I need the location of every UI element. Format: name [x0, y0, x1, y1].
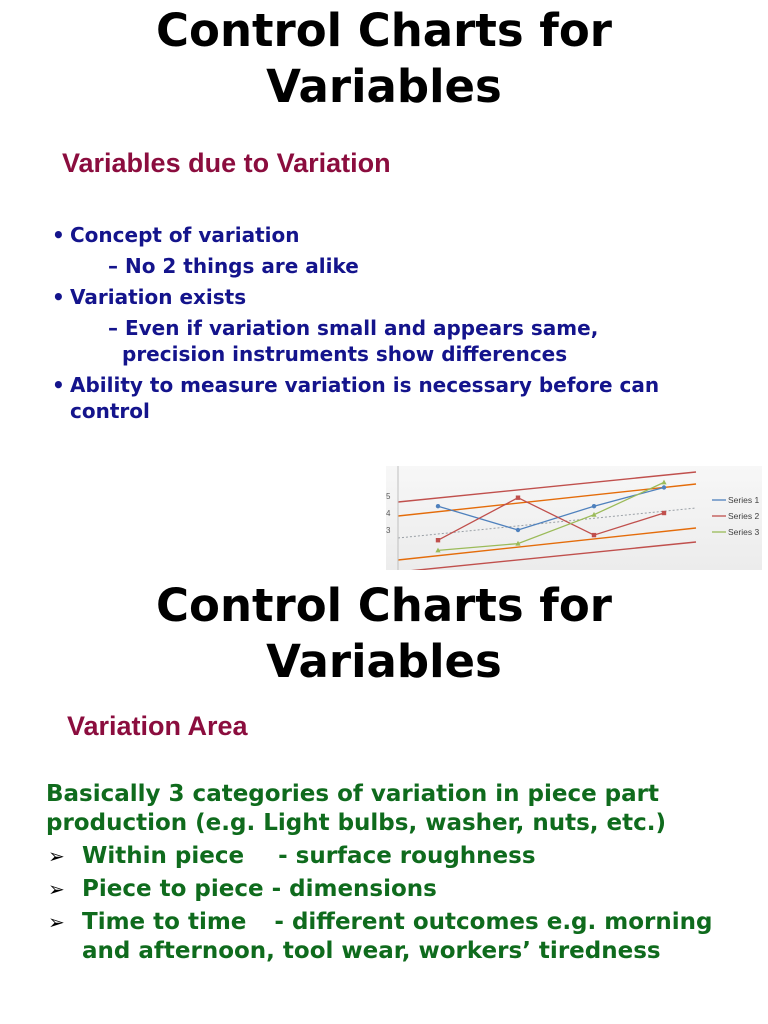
- category-label: Time to time: [82, 909, 247, 935]
- slide-2-subtitle: Variation Area: [67, 711, 248, 741]
- variation-category-item: [46, 908, 746, 966]
- intro-paragraph: [46, 780, 746, 838]
- data-point: [436, 504, 440, 508]
- sub-bullet-item: [52, 253, 742, 279]
- bullet-text: Variation exists: [70, 285, 247, 309]
- category-desc: - dimensions: [271, 876, 437, 902]
- slide-1-title-line2: Variables: [266, 60, 502, 113]
- lower-control-limit-line: [398, 542, 696, 570]
- category-desc-line2: and afternoon, tool wear, workers’ tiredness: [82, 938, 661, 964]
- legend-label: Series 1: [728, 495, 760, 505]
- control-chart-svg: [386, 466, 762, 570]
- y-tick-label: 3: [386, 526, 391, 535]
- variation-category-item: [46, 842, 746, 871]
- sub-bullet-text: – No 2 things are alike: [108, 254, 359, 278]
- bullet-dot-icon: •: [52, 285, 65, 309]
- series-line: [438, 498, 664, 541]
- bullet-dot-icon: •: [52, 223, 65, 247]
- bullet-item: [52, 222, 742, 248]
- y-tick-label: 5: [386, 492, 391, 501]
- data-point: [516, 496, 520, 500]
- legend-label: Series 2: [728, 511, 760, 521]
- category-label: Within piece: [82, 843, 245, 869]
- chart-legend: [712, 495, 759, 537]
- data-point: [516, 528, 520, 532]
- y-tick-label: 4: [386, 509, 391, 518]
- arrow-bullet-icon: ➢: [48, 844, 65, 868]
- data-point: [662, 511, 666, 515]
- data-point: [662, 485, 666, 489]
- intro-line2: production (e.g. Light bulbs, washer, nuts, etc.): [46, 810, 666, 836]
- variation-category-item: [46, 875, 746, 904]
- bullet-text-line1: Ability to measure variation is necessary before can: [70, 373, 660, 397]
- bullet-item: [52, 284, 742, 310]
- category-desc-line1: - different outcomes e.g. morning: [274, 909, 713, 935]
- bullet-dot-icon: •: [52, 373, 65, 397]
- slide-1-title-line1: Control Charts for: [156, 4, 612, 57]
- category-label: Piece to piece: [82, 876, 264, 902]
- sub-bullet-text-line2: precision instruments show differences: [122, 342, 568, 366]
- bullet-text: Concept of variation: [70, 223, 300, 247]
- data-point: [592, 533, 596, 537]
- data-point: [661, 480, 666, 485]
- slide-1-bullet-list: [52, 222, 742, 429]
- bullet-text-line2: control: [70, 399, 150, 423]
- upper-control-limit-line: [398, 472, 696, 502]
- slide-1-subtitle: Variables due to Variation: [62, 148, 391, 178]
- control-chart-image: [386, 466, 762, 570]
- slide-1-title: [0, 3, 768, 115]
- arrow-bullet-icon: ➢: [48, 910, 65, 934]
- slide-2-content: [46, 780, 746, 970]
- sub-bullet-item: [52, 315, 742, 367]
- slide-2-title-line2: Variables: [266, 635, 502, 688]
- legend-label: Series 3: [728, 527, 760, 537]
- sub-bullet-text-line1: – Even if variation small and appears same,: [108, 316, 599, 340]
- bullet-item: [52, 372, 742, 424]
- intro-line1: Basically 3 categories of variation in piece part: [46, 781, 660, 807]
- slide-2-title: [0, 578, 768, 690]
- arrow-bullet-icon: ➢: [48, 877, 65, 901]
- category-desc: - surface roughness: [278, 843, 536, 869]
- data-point: [436, 538, 440, 542]
- y-tick-labels: [386, 492, 391, 535]
- data-point: [592, 504, 596, 508]
- slide-2-title-line1: Control Charts for: [156, 579, 612, 632]
